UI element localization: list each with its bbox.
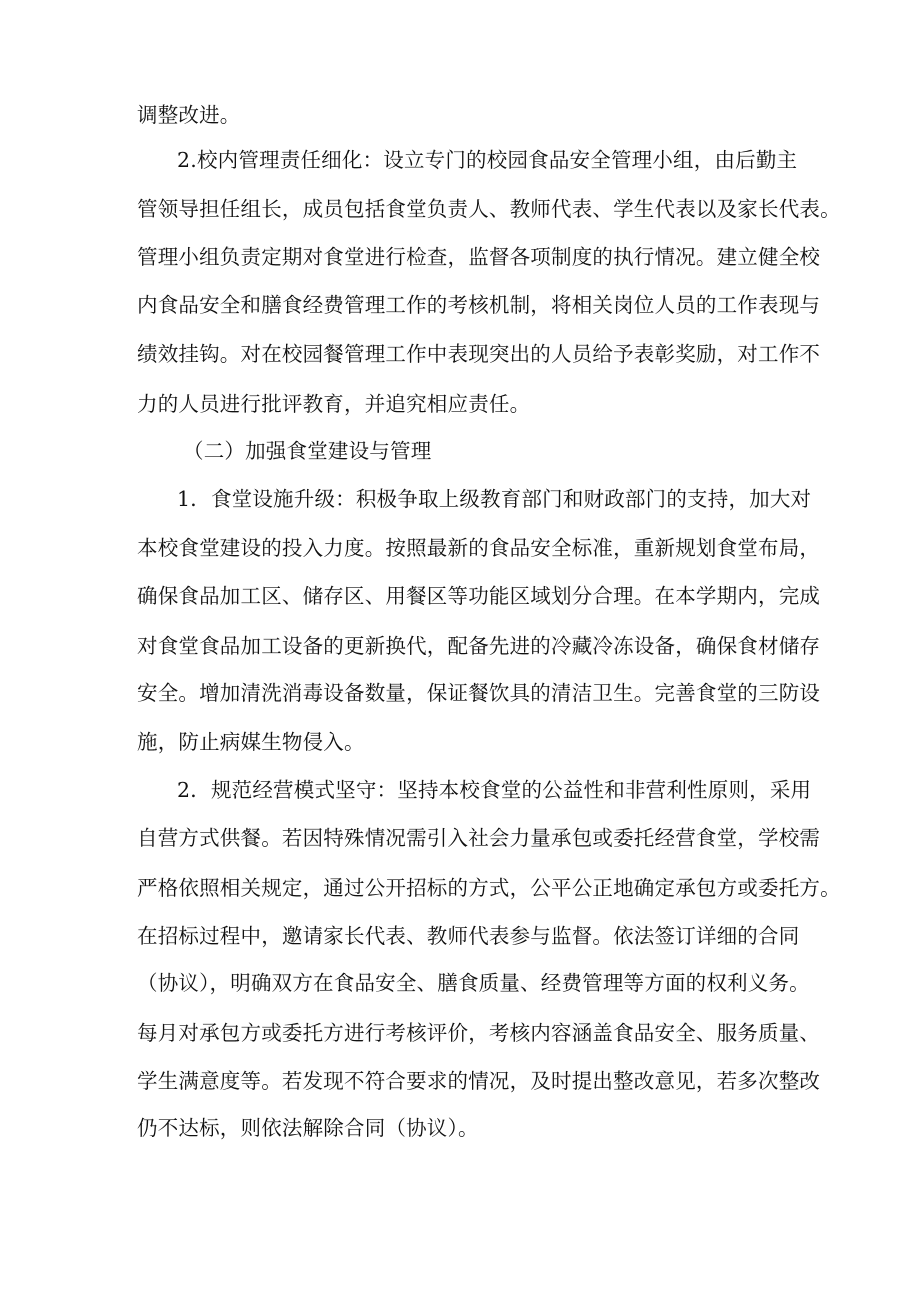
- text-line: 力的人员进行批评教育，并追究相应责任。: [137, 392, 531, 416]
- text-line: 绩效挂钩。对在校园餐管理工作中表现突出的人员给予表彰奖励，对工作不: [137, 342, 821, 366]
- text-line: 2.校内管理责任细化：设立专门的校园食品安全管理小组，由后勤主: [177, 148, 798, 172]
- text-line: 1．食堂设施升级：积极争取上级教育部门和财政部门的支持，加大对: [177, 487, 812, 511]
- text-line: 每月对承包方或委托方进行考核评价，考核内容涵盖食品安全、服务质量、: [137, 1021, 821, 1045]
- text-line: 严格依照相关规定，通过公开招标的方式，公平公正地确定承包方或委托方。: [137, 876, 841, 900]
- text-line: 施，防止病媒生物侵入。: [137, 730, 365, 754]
- text-line: 管领导担任组长，成员包括食堂负责人、教师代表、学生代表以及家长代表。: [137, 197, 841, 221]
- text-line: 学生满意度等。若发现不符合要求的情况，及时提出整改意见，若多次整改: [137, 1069, 821, 1093]
- text-line: 确保食品加工区、储存区、用餐区等功能区域划分合理。在本学期内，完成: [137, 584, 821, 608]
- text-line: 仍不达标，则依法解除合同（协议）。: [137, 1116, 479, 1140]
- text-line: 对食堂食品加工设备的更新换代，配备先进的冷藏冷冻设备，确保食材储存: [137, 634, 821, 658]
- text-line: 在招标过程中，邀请家长代表、教师代表参与监督。依法签订详细的合同: [137, 924, 800, 948]
- text-line: 2．规范经营模式坚守：坚持本校食堂的公益性和非营利性原则，采用: [177, 778, 812, 802]
- text-line: （协议），明确双方在食品安全、膳食质量、经费管理等方面的权利义务。: [137, 971, 810, 995]
- text-line: 自营方式供餐。若因特殊情况需引入社会力量承包或委托经营食堂，学校需: [137, 826, 821, 850]
- text-line: 本校食堂建设的投入力度。按照最新的食品安全标准，重新规划食堂布局，: [137, 536, 821, 560]
- text-line: 调整改进。: [137, 103, 241, 127]
- text-line: 安全。增加清洗消毒设备数量，保证餐饮具的清洁卫生。完善食堂的三防设: [137, 681, 821, 705]
- section-heading: （二）加强食堂建设与管理: [183, 439, 432, 463]
- text-line: 管理小组负责定期对食堂进行检查，监督各项制度的执行情况。建立健全校: [137, 245, 821, 269]
- text-line: 内食品安全和膳食经费管理工作的考核机制，将相关岗位人员的工作表现与: [137, 293, 821, 317]
